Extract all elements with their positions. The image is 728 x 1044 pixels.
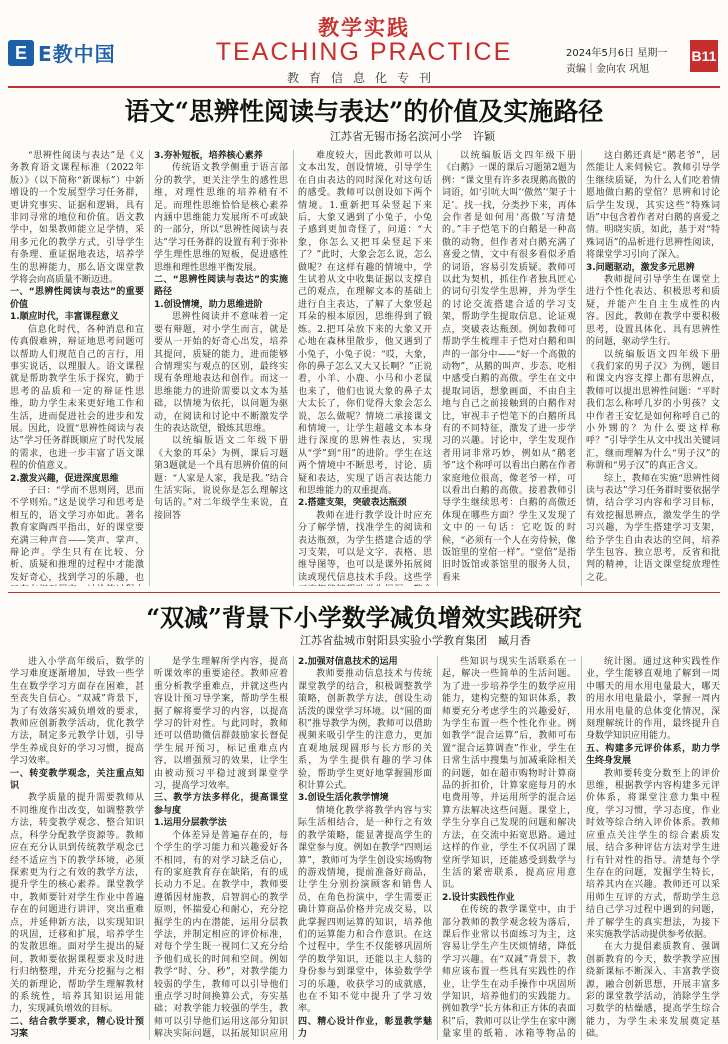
logo-e-icon: E xyxy=(8,40,34,66)
section-heading: 2.搭建支架，突破表达瓶颈 xyxy=(298,498,407,509)
section-heading: 三、教学方法多样化，提高课堂参与度 xyxy=(154,793,288,816)
column-rule xyxy=(581,150,582,586)
section-heading: 2.设计实践性作业 xyxy=(442,892,515,903)
paragraph: “思辨性阅读与表达”是《义务教育语文课程标准（2022年版）》（以下简称“新课标”）中新增设的一个发展型学习任务群，更讲究事实、证据和逻辑，具有非同寻常的地位和价值。语文教学中，如果教师能立足学情，采用多元化的教学方式，引导学生有条理、重证据地表达，培养学生的思辨能力，那么语文课堂教学将会向高质量不断迈进。 xyxy=(10,151,144,286)
paragraph: 以统编版语文四年级下册《白鹅》一课的课后习题第2题为例：“课文里有许多表现鹅高傲的词语，如‘引吭大叫’‘傲然’‘架子十足’。找一找，分类抄下来，再体会作者是如何用‘高傲’写清楚的。”丰子恺笔下的白鹅是一种高傲的动物，但作者对白鹅充满了喜爱之情，文中有很多看似矛盾的词语，容易引发质疑。教师可以此为契机，抓住作者独具匠心的词句引发学生思辨，并为学生的讨论交流搭建合适的学习支架，帮助学生提取信息、论证观点，突破表达瓶颈。例如教师可帮助学生梳理丰子恺对白鹅和叫声的一部分中——“好一个高傲的动物”，从鹅的叫声、步态、吃相中感受白鹅的高傲。学生在文中提取词语，想象画面，不由自主地与自己之前接触到的白鹅作对比，审视丰子恺笔下的白鹅所具有的不同特征，激发了进一步学习的兴趣。讨论中，学生发现作者用词非常巧妙，例如从“鹅老爷”这个称呼可以看出白鹅在作者家庭地位很高，像老爷一样，可以看出白鹅的高傲。接着教师引导学生继续思考：白鹅的高傲还体现在哪些方面？学生又发现了文中的一句话：它吃饭的时候，“必须有一个人在旁侍候，像饭馆里的堂倌一样”。“堂倌”是指旧时饭馆或茶馆里的服务人员，看来 xyxy=(442,151,576,583)
section-heading: 3.问题驱动，激发多元思辨 xyxy=(586,262,695,273)
paragraph: 信息化时代，各种消息和宣传真假难辨，辩证地思考问题可以帮助人们规范自己的言行，用事实说话，以理服人。语文课程就是帮助教学生乐于探究，勤于思考的品质和一定的辩证性思维，助力学生未来更好地工作和生活，进而促进社会的进步和发展。因此，设置“思辨性阅读与表达”学习任务群既顺应了时代发展的需求，也进一步丰富了语文课程的价值意义。 xyxy=(10,324,144,472)
paragraph: 综上，教师在实施“思辨性阅读与表达”学习任务群时要依据学情，结合学习内容和学习目标，有效挖掘思辨点，激发学生的学习兴趣，为学生搭建学习支架，给予学生自由表达的空间，培养学生包容、独立思考，反省和批判的精神，让语文课堂绽放理性之花。 xyxy=(586,473,720,583)
paragraph: 进入小学高年级后，数学的学习难度逐渐增加，导致一些学生在数学学习方面存在困难，甚至丧失自信心。“双减”背景下，为了有效落实减负增效的要求，教师应创新教学活动，优化教学方法，制定多元教学计划，引导学生养成良好的学习习惯，提高学习效率。 xyxy=(10,657,144,767)
section-heading: 二、“思辨性阅读与表达”的实施路径 xyxy=(154,275,288,298)
section-heading: 1.创设情境，助力思维进阶 xyxy=(154,299,263,310)
article2-author: 江苏省盐城市射阳县实验小学教育集团 臧月香 xyxy=(300,634,531,647)
section-heading: 一、转变教学观念，关注重点知识 xyxy=(10,768,144,792)
column-rule xyxy=(581,656,582,1040)
column-rule xyxy=(293,150,294,586)
section-heading: 二、结合教学要求，精心设计预习案 xyxy=(10,1016,144,1040)
article2-title: “双减”背景下小学数学减负增效实践研究 xyxy=(146,603,582,632)
paragraph: 这白鹅还真是“鹅老爷”，居然能让人来伺候它。教师引导学生继续质疑，为什么人们吃着情愿地做白鹅的堂倌？思辨和讨论后学生发现，其实这些“特殊词语”中包含着作者对白鹅的喜爱之情。明晓实质，如此，基于对“特殊词语”的品析进行思辨性阅读，将课堂学习引向了深入。 xyxy=(586,151,720,261)
section-title-en: TEACHING PRACTICE xyxy=(215,38,513,66)
paragraph: 在传统的教学课堂中，由于部分教师的教学观念较为落后，课后作业常以书面练习为主，这容易让学生产生厌烦情绪，降低学习兴趣。在“双减”背景下，教师应该布置一些具有实践性的作业，让学生在动手操作中巩固所学知识，培养他们的实践能力。例如教学“长方体和正方体的表面积”后，教师可以让学生在家中测量家里的纸箱、冰箱等物品的 xyxy=(442,905,576,1040)
paragraph: 传统语文教学侧重于语言部分的教学，更关注学生的感性思维，对理性思维的培养稍有不足。而理性思维恰恰是核心素养内涵中思维能力发展所不可或缺的一部分，所以“思辨性阅读与表达”学习任务群的设置有利于弥补学生理性思维的短板，促进感性思维和理性思维平衡发展。 xyxy=(154,163,288,273)
column-rule xyxy=(149,656,150,1040)
article1-column-2 xyxy=(154,150,288,586)
section-subtitle: 教育信息化专刊 xyxy=(286,71,441,85)
section-heading: 一、“思辨性阅读与表达”的重要价值 xyxy=(10,287,144,310)
article2-column-1 xyxy=(10,656,144,1040)
paragraph: 以统编版语文四年级下册《我们家的男子汉》为例，题目和课文内容支撑上都有思辨点，教师可以提出思辨性问题：“平时我们怎么称呼几岁的小男孩？文中作者王安忆是如何称呼自己的小外甥的？为什么要这样称呼？”引导学生从文中找出关键词汇，继而理解为什么“男子汉”的称谓和“男子汉”的真正含义。 xyxy=(586,349,720,472)
section-heading: 四、精心设计作业，彰显教学魅力 xyxy=(298,1016,432,1040)
logo-name: E教中国 xyxy=(38,42,116,66)
section-heading: 3.创设生活化教学情境 xyxy=(298,793,389,804)
section-heading: 1.运用分层教学法 xyxy=(154,818,227,829)
article1-author: 江苏省无锡市扬名滨河小学 许颖 xyxy=(330,130,495,143)
article1-column-1 xyxy=(10,150,144,586)
article2-column-5 xyxy=(586,656,720,1040)
section-title-zh: 教学实践 xyxy=(318,16,410,40)
paragraph: 统计图。通过这种实践性作业，学生能够直观地了解到一周中哪天的用水用电量最大，哪天的用水用电量最小，掌握一周内用水用电量的总体变化情况，深刻理解统计的作用，最终提升自身数学知识应用能力。 xyxy=(586,657,720,742)
paragraph: 难度较大，因此教师可以从文本出发，创设情境，引导学生在自由表达的同时深化对这句话的感受。教师可以创设如下两个情境。1.重新把耳朵竖起下来后，大象又遇到了小兔子，小兔子感到更加奇怪了，问道：“大象，你怎么又把耳朵竖起下来了？”此时，大象会怎么说，怎么做呢？在这样有趣的情境中，学生试着从文中收集证据以支撑自己的观点，在理解文本的基础上进行自主表达，了解了大象竖起耳朵的根本原因，思维得到了锻炼。2.把耳朵放下来的大象又开心地在森林里散步，他又遇到了小兔子，小兔子说：“哎，大象，你的鼻子怎么又大又长啊？”正说着，小羊、小鹿、小马和小老鼠也来了，他们也说大象的鼻子太大太长了，你们觉得大象会怎么说，怎么做呢？情境二承接课文和情境一，让学生超越文本本身进行深度的思辨性表达，实现从“学”到“用”的进阶。学生在这两个情境中不断思考，讨论、质疑和表达，实现了语言表达能力和思维能力的双重提高。 xyxy=(298,151,432,496)
section-heading: 五、构建多元评价体系，助力学生终身发展 xyxy=(586,743,720,767)
page-number-badge: B11 xyxy=(690,40,718,72)
paragraph: 子曰：“学而不思则罔，思而不学则殆。”这是说学习和思考是相互的，语文学习亦如此。著名教育家陶西平指出，好的课堂要充满三种声音——笑声、掌声、辩论声。学生只有在比较、分析、质疑和推理的过程中才能激发好奇心，找到学习的乐趣，也 xyxy=(10,485,144,583)
paragraph: 个体差异是普遍存在的，每个学生的学习能力和兴趣爱好各不相同，有的对学习缺乏信心，有的家庭教育存在缺陷，有的成长动力不足。在教学中，教师要遵循因材施教，启智润心的教学原则，怀揣爱心和耐心，充分挖掘学生的内在潜能，运用分层教学法，并制定相应的评价标准，对每个学生既一视同仁又充分给予他们成长的时间和空间。例如教学“时、分、秒”，对教学能力较弱的学生，教师可以引导他们重点学习时间换算公式，夯实基础；对教学能力较强的学生，教师可以引导他们运用这部分知识解决实际问题，以拓展知识应用 xyxy=(154,830,288,1040)
section-heading: 2.激发兴趣，促进深度思维 xyxy=(10,473,119,484)
column-rule xyxy=(437,656,438,1040)
section-heading: 3.夯补短板，培养核心素养 xyxy=(154,151,263,161)
article2-column-3 xyxy=(298,656,432,1040)
header-rule xyxy=(8,86,720,88)
article-divider xyxy=(8,592,720,593)
section-heading: 1.顺应时代，丰富课程意义 xyxy=(10,312,119,323)
article1-column-4 xyxy=(442,150,576,586)
column-rule xyxy=(437,150,438,586)
paragraph: 些知识与现实生活联系在一起，解决一些简单的生活问题。为了进一步培养学生的数学应用能力，建构完整的知识体系，教师要充分考虑学生的兴趣爱好，为学生布置一些个性化作业。例如教学“混合运算”后，教师可布置“混合运算调查”作业，学生在日常生活中搜集与加减乘除相关的问题，如在超市购物时计算商品的折扣价，计算家庭每月的水电费用等，并运用所学的混合运算方法解决这些问题。课堂上，学生分享自己发现的问题和解决方法，在交流中拓宽思路。通过这样的作业，学生不仅巩固了课堂所学知识，还能感受到数学与生活的紧密联系，提高应用意识。 xyxy=(442,657,576,891)
column-rule xyxy=(149,150,150,586)
paragraph: 教师在进行教学设计时应充分了解学情，找准学生的阅读和表达瓶颈，为学生搭建合适的学习支架，可以是文字、表格、思维导图等，也可以是课外拓展阅读或现代信息技术手段。这些学 xyxy=(298,510,432,583)
paragraph: 以统编版语文二年级下册《大象的耳朵》为例，课后习题第3题就是一个具有思辨价值的问题：“人家是人家，我是我。”结合生活实际，说说你是怎么理解这句话的。”对二年级学生来说，直接回答 xyxy=(154,436,288,521)
editor-credit: 责编｜金向农 巩旭 xyxy=(566,64,650,75)
article2-column-2 xyxy=(154,656,288,1040)
section-heading: 2.加强对信息技术的运用 xyxy=(298,657,398,667)
paragraph: 教学质量的提升需要教师从不同维度作出改变，如调整教学方法，转变教学观念、整合知识点，科学分配教学资源等。教师应在充分认识到传统教学观念已经不适应当下的教学环境，必须探索更为行之有效的教学方法，提升学生的核心素养。课堂教学中，教师要针对学生作业中普遍存在的问题进行讲评，突出重难点，并延伸新方法，以实现知识的巩固，迁移和扩展，培养学生的发散思维。面对学生提出的疑问，教师要依据课程要求及时进行归纳整理，并充分挖掘与之相关的新理论，帮助学生理解教材的系统性，培养其知识运用能力，实现减负增效的目标。 xyxy=(10,793,144,1015)
paragraph: 是学生理解所学内容，提高听课效率的重要途径。教师应着重分析教学重难点，并就这些内容设计预习导学案，帮助学生根据了解将要学习的内容，以提高学习的针对性。与此同时，教师还可以借助微信群鼓励家长督促学生展开预习，标记重难点内容，以增强预习的效果，让学生由被动预习平稳过渡到课堂学习，提高学习效率。 xyxy=(154,657,288,792)
page-header xyxy=(0,0,728,90)
issue-date: 2024年5月6日 星期一 xyxy=(566,48,668,59)
paragraph: 在大力提倡素质教育、强调创新教育的今天，数学教学应围绕新课标不断深入、丰富教学资源，融合创新思想，开展丰富多彩的课堂教学活动，消除学生学习数学的枯燥感，提高学生综合能力，为学生未来发展奠定基础。 xyxy=(586,942,720,1040)
paragraph: 教师提问引导学生在课堂上进行个性化表达、积极思考和质疑，并能产生自主生成性的内容。因此，教师在教学中要积极思考，设置具体化、具有思辨性的问题，驱动学生行。 xyxy=(586,275,720,348)
paragraph: 思辨性阅读并不意味着一定要有辩题，对小学生而言，就是要从一开始的好奇心出发，培养其提问，质疑的能力，进而能够合情理实与观点的区别，最终实现有条理地表达和创作。而这一思维能力的进阶需要以文本为基础，以情境为依托，以问题为驱动，在阅读和讨论中不断激发学生的表达欲望，锻炼其思维。 xyxy=(154,312,288,434)
paragraph: 教师要转变分数至上的评价思维，根据教学内容构建多元评价体系，将课堂注意力集中程度，学习习惯，学习态度，作业时效等综合纳入评价体系。教师应重点关注学生的综合素质发展，结合多种评估方法对学生进行有针对性的指导。清楚每个学生存在的问题，发掘学生特长，培养其内在兴趣。教师还可以采用师生互评的方式，帮助学生总结自己学习过程中遇到的问题，并了解学生的真实想法，为接下来实施教学活动提供参考依据。 xyxy=(586,768,720,940)
article1-column-3 xyxy=(298,150,432,586)
article2-column-4 xyxy=(442,656,576,1040)
column-rule xyxy=(293,656,294,1040)
article1-column-5 xyxy=(586,150,720,586)
paragraph: 教师要推动信息技术与传统课堂教学的结合，积极调整教学策略，创新教学方法，创设生动活泼的课堂学习环境。以“圆的面积”推导教学为例，教师可以借助视频来吸引学生的注意力，更加直观地展现圆形与长方形的关系，为学生提供有趣的学习体验，帮助学生更好地掌握圆形面积计算公式。 xyxy=(298,669,432,792)
article1-title: 语文“思辨性阅读与表达”的价值及实施路径 xyxy=(124,97,604,126)
paragraph: 情境化教学将教学内容与实际生活相结合，是一种行之有效的教学策略，能显著提高学生的课堂参与度。例如在教学“四则运算”，教师可为学生创设实场购物的游戏情境，提前准备好商品，让学生分别扮演顾客和销售人员，在角色扮演中，学生需要正确计算商品价格并完成交易，以此掌握四则运算的知识，培养他们的运算能力和合作意识。在这个过程中，学生不仅能够巩固所学的数学知识，还能以主人翁的身份参与到课堂中，体验数学学习的乐趣，收获学习的成就感，也在不知不觉中提升了学习效率。 xyxy=(298,805,432,1015)
